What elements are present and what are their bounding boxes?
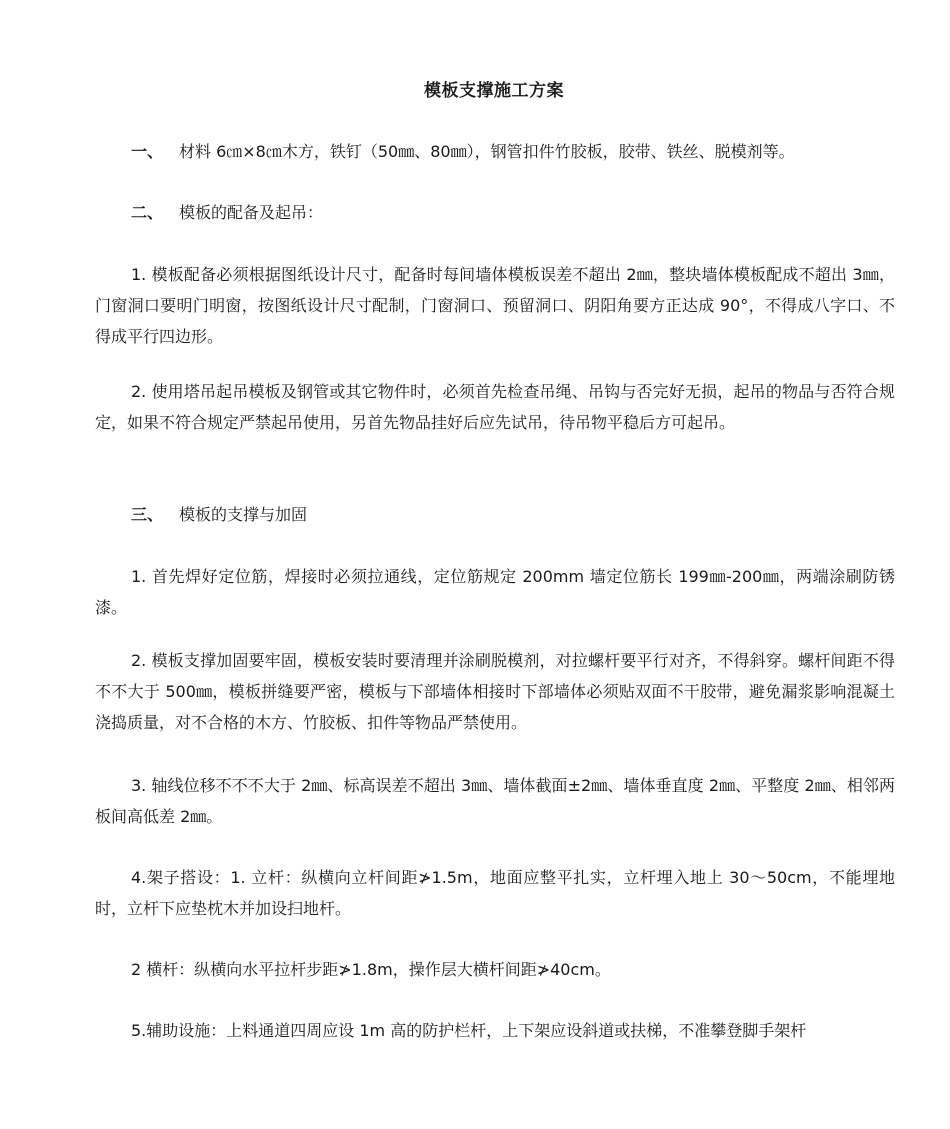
document-title: 模板支撑施工方案: [424, 81, 564, 101]
section-text: 材料 6㎝×8㎝木方，铁钉（50㎜、80㎜），钢管扣件竹胶板，胶带、铁丝、脱模剂等。: [179, 142, 795, 161]
paragraph: 2. 使用塔吊起吊模板及钢管或其它物件时，必须首先检查吊绳、吊钩与否完好无损，起吊的物品与否符合规定，如果不符合规定严禁起吊使用，另首先物品挂好后应先试吊，待吊物平稳后方可起吊。: [95, 382, 895, 432]
paragraph: 1. 模板配备必须根据图纸设计尺寸，配备时每间墙体模板误差不超出 2㎜，整块墙体模板配成不超出 3㎜，门窗洞口要明门明窗，按图纸设计尺寸配制，门窗洞口、预留洞口、阴阳角要方正达成 90°，不得成八字口、不得成平行四边形。: [95, 265, 895, 346]
section-heading-1: [131, 140, 795, 164]
paragraph: 1. 首先焊好定位筋，焊接时必须拉通线，定位筋规定 200mm 墙定位筋长 199㎜-200㎜，两端涂刷防锈漆。: [95, 567, 895, 617]
section-heading-2: [131, 201, 323, 225]
section-text: 模板的配备及起吊：: [179, 203, 324, 222]
section-text: 模板的支撑与加固: [179, 505, 308, 524]
section-heading-3: [131, 503, 307, 527]
paragraph: 2 横杆：纵横向水平拉杆步距≯1.8m，操作层大横杆间距≯40cm。: [131, 960, 611, 979]
paragraph: 4.架子搭设：1. 立杆：纵横向立杆间距≯1.5m，地面应整平扎实，立杆埋入地上 30～50cm，不能埋地时，立杆下应垫枕木并加设扫地杆。: [95, 868, 895, 918]
paragraph: 3. 轴线位移不不不大于 2㎜、标高误差不超出 3㎜、墙体截面±2㎜、墙体垂直度 2㎜、平整度 2㎜、相邻两板间高低差 2㎜。: [95, 776, 895, 826]
section-number: 一、: [131, 142, 164, 161]
paragraph: 5.辅助设施：上料通道四周应设 1m 高的防护栏杆，上下架应设斜道或扶梯，不准攀登脚手架杆: [131, 1021, 807, 1040]
paragraph: 2. 模板支撑加固要牢固，模板安装时要清理并涂刷脱模剂，对拉螺杆要平行对齐，不得斜穿。螺杆间距不得不不大于 500㎜，模板拼缝要严密，模板与下部墙体相接时下部墙体必须贴双面不干胶带，避免漏浆影响混凝土浇捣质量，对不合格的木方、竹胶板、扣件等物品严禁使用。: [95, 651, 895, 732]
section-number: 三、: [131, 505, 164, 524]
section-number: 二、: [131, 203, 164, 222]
